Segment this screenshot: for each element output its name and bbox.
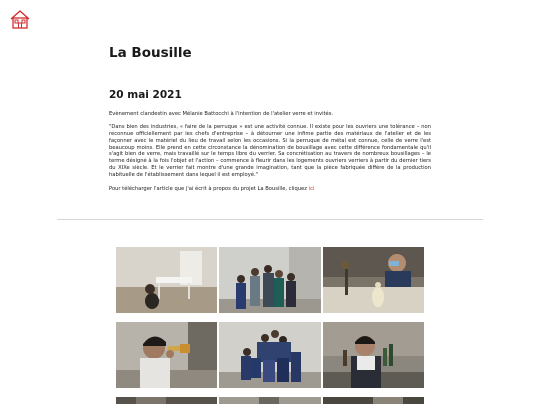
page-title: La Bousille: [109, 45, 192, 61]
photo-image: [116, 397, 217, 404]
gallery-photo-partial[interactable]: [219, 397, 321, 404]
photo-image: [323, 397, 424, 404]
photo-image: [219, 322, 321, 388]
photo-image: [219, 397, 321, 404]
gallery-photo-glass-objects[interactable]: [323, 247, 424, 313]
gallery-photo-group-portrait[interactable]: [219, 247, 321, 313]
article: [109, 44, 431, 193]
house-icon: [9, 9, 31, 29]
divider: [57, 219, 483, 220]
download-line: [109, 186, 431, 193]
photo-gallery: [116, 247, 424, 404]
gallery-photo-group-pile[interactable]: [219, 322, 321, 388]
photo-image: [323, 322, 424, 388]
gallery-photo-table-in-room[interactable]: [116, 247, 217, 313]
photo-image: [323, 247, 424, 313]
photo-image: [219, 247, 321, 313]
download-link[interactable]: ici: [308, 185, 315, 192]
photo-image: [116, 247, 217, 313]
intro-text: Evènement clandestin avec Mélanie Battocchi à l'intention de l'atelier verre et invités.: [109, 111, 334, 117]
quote-text: "Dans bien des industries, « faire de la perruque » est une activité connue. Il existe pour les ouvriers une tolérance – non reconnue officiellement par les chefs d'entreprise – à détourner une infime partie des matériaux de l'atelier et de les façonner avec le matériel du lieu de travail selon les occasions. Si la perruque de métal est connue, celle de verre l'est beaucoup moins. Elle prend en cette circonstance la dénomination de bousillage avec cette différence fondamentale qu'il s'agit bien de verre, mais travaillé sur le temps libre du verrier. Sa concrétisation au travers de nombreux bousillages – le terme désigné à la fois l'objet et l'action – commence à fleurir dans les logements ouvriers verriers à partir du dernier tiers du XIXe siècle. Et le verrier fait montre d'une grande imagination, tant que la pièce fabriquée diffère de la production habituelle de l'établissement dans lequel il est employé.": [109, 124, 431, 178]
post-date: 20 mai 2021: [109, 89, 182, 101]
gallery-photo-man-with-bottles[interactable]: [323, 322, 424, 388]
download-text: Pour télécharger l'article que j'ai écrit à propos du projet La Bousille, cliquez: [109, 185, 309, 192]
photo-image: [116, 322, 217, 388]
home-link[interactable]: [9, 9, 31, 29]
gallery-photo-partial[interactable]: [323, 397, 424, 404]
gallery-photo-partial[interactable]: [116, 397, 217, 404]
gallery-photo-man-drinking[interactable]: [116, 322, 217, 388]
